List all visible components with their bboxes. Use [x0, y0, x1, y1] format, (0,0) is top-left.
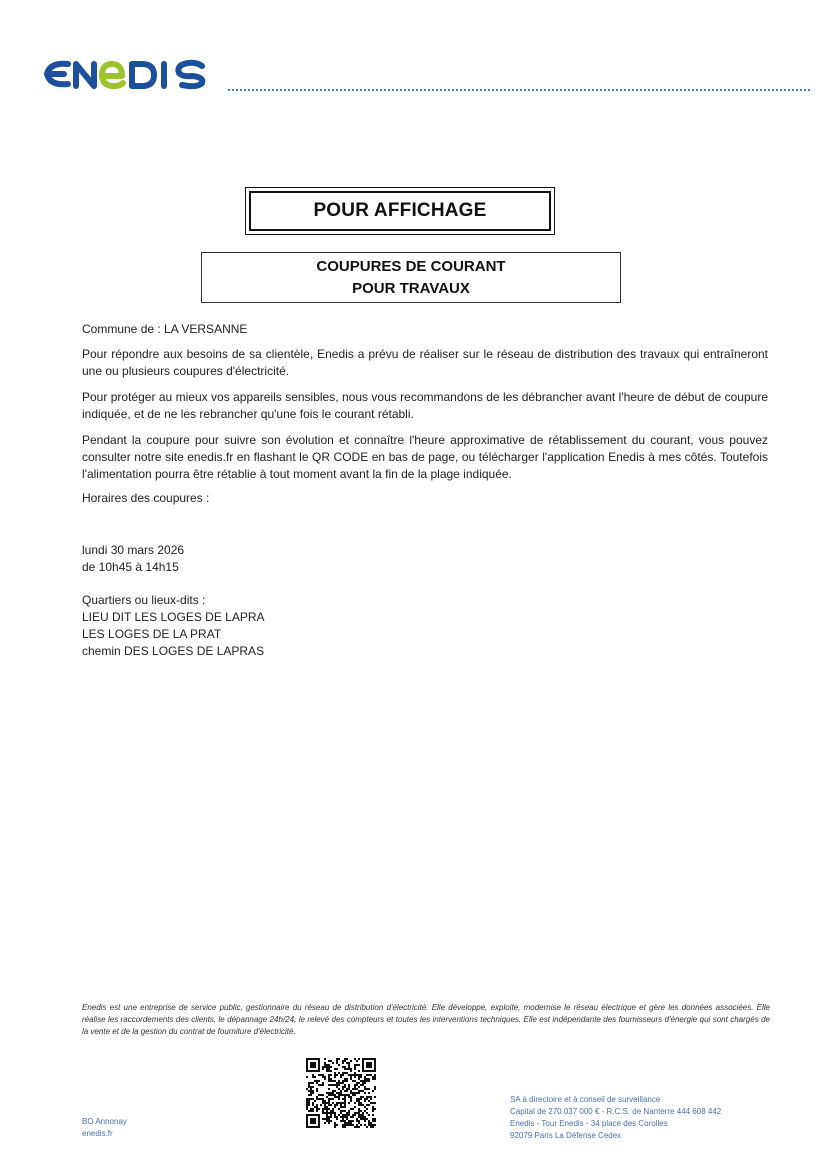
legal-line: SA à directoire et à conseil de surveillance: [510, 1095, 661, 1104]
office-name: BO Annonay: [82, 1117, 127, 1126]
title-box: [249, 191, 551, 231]
website-link[interactable]: enedis.fr: [82, 1129, 113, 1138]
location-item: LIEU DIT LES LOGES DE LAPRA: [82, 610, 265, 624]
locations-label: Quartiers ou lieux-dits :: [82, 593, 206, 607]
intro-paragraph: Pour répondre aux besoins de sa clientèle, Enedis a prévu de réaliser sur le réseau de distribution des travaux qui entraîneront une ou plusieurs coupures d'électricité.: [82, 347, 768, 378]
legal-info: [510, 1094, 721, 1142]
footer-disclaimer: Enedis est une entreprise de service public, gestionnaire du réseau de distribution d'électricité. Elle développe, exploite, modernise le réseau électrique et gère les données associées. Elle réalise les raccordements des clients, le dépannage 24h/24, le relevé des compteurs et toutes les interventions techniques. Elle est indépendante des fournisseurs d'énergie qui sont chargés de la vente et de la gestion du contrat de fourniture d'électricité.: [82, 1003, 770, 1036]
legal-line: Capital de 270 037 000 € - R.C.S. de Nanterre 444 608 442: [510, 1107, 722, 1116]
subtitle-box: [201, 252, 621, 303]
page-title: POUR AFFICHAGE: [313, 200, 487, 221]
outage-date: lundi 30 mars 2026: [82, 543, 185, 557]
location-item: LES LOGES DE LA PRAT: [82, 627, 222, 641]
qr-code-icon[interactable]: [306, 1058, 376, 1128]
schedule-label: Horaires des coupures :: [82, 491, 210, 505]
subtitle-line-1: COUPURES DE COURANT: [316, 257, 506, 275]
legal-line: Enedis - Tour Enedis - 34 place des Corolles: [510, 1119, 668, 1128]
subtitle-line-2: POUR TRAVAUX: [352, 279, 470, 297]
outage-time: de 10h45 à 14h15: [82, 560, 179, 574]
advice-paragraph: Pour protéger au mieux vos appareils sensibles, nous vous recommandons de les débrancher avant l'heure de début de coupure indiquée, et de ne les rebrancher qu'une fois le courant rétabli.: [82, 390, 768, 421]
commune-line: Commune de : LA VERSANNE: [82, 322, 248, 336]
info-paragraph: Pendant la coupure pour suivre son évolution et connaître l'heure approximative de rétablissement du courant, vous pouvez consulter notre site enedis.fr en flashant le QR CODE en bas de page, ou télécharger l'application Enedis à mes côtés. Toutefois l'alimentation pourra être rétablie à tout moment avant la fin de la plage indiquée.: [82, 433, 768, 481]
header-rule: [228, 89, 810, 91]
enedis-logo: [42, 50, 222, 98]
location-item: chemin DES LOGES DE LAPRAS: [82, 644, 265, 658]
legal-line: 92079 Paris La Défense Cedex: [510, 1131, 622, 1140]
